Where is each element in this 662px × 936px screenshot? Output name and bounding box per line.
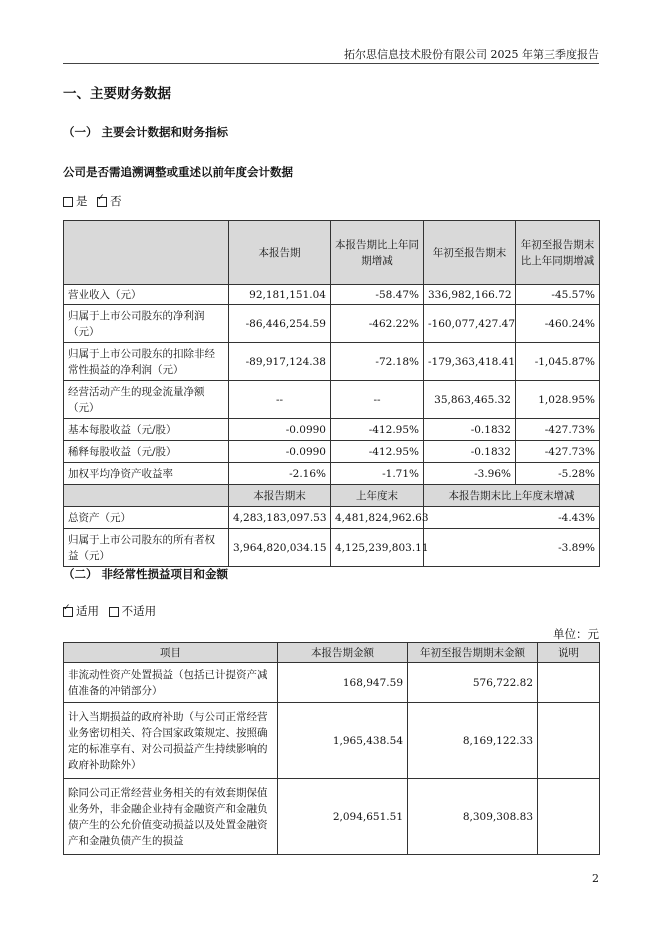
cell-value: 35,863,465.32 xyxy=(424,381,516,419)
cell-value: 336,982,166.72 xyxy=(424,285,516,305)
cell-value: -1.71% xyxy=(331,463,424,485)
cell-value: 4,481,824,962.63 xyxy=(331,507,424,529)
item-description: 除同公司正常经营业务相关的有效套期保值业务外，非金融企业持有金融资产和金融负债产生的公允价值变动损益以及处置金融资产和金融负债产生的损益 xyxy=(64,779,278,855)
section-title: 一、主要财务数据 xyxy=(63,86,171,102)
row-label: 加权平均净资产收益率 xyxy=(64,463,229,485)
row-label: 稀释每股收益（元/股） xyxy=(64,441,229,463)
table-row xyxy=(64,285,600,305)
header-cell: 说明 xyxy=(538,643,600,663)
cell-value: -0.0990 xyxy=(229,441,331,463)
header-cell: 本报告期金额 xyxy=(278,643,408,663)
cell-value: -462.22% xyxy=(331,305,424,343)
row-label: 归属于上市公司股东的净利润（元） xyxy=(64,305,229,343)
cell-value: 8,309,308.83 xyxy=(408,779,538,855)
cell-value: 2,094,651.51 xyxy=(278,779,408,855)
subsection-title-1: （一） 主要会计数据和财务指标 xyxy=(63,125,229,139)
cell-value: -160,077,427.47 xyxy=(424,305,516,343)
non-recurring-items-table xyxy=(63,642,600,855)
applicability-options xyxy=(63,603,156,619)
table-row xyxy=(64,507,600,529)
subheader-cell: 本报告期末比上年度末增减 xyxy=(424,485,600,507)
cell-value: -1,045.87% xyxy=(516,343,600,381)
header-cell: 年初至报告期末 xyxy=(424,221,516,285)
option-no-label: 否 xyxy=(110,194,122,208)
header-cell: 项目 xyxy=(64,643,278,663)
cell-value: -412.95% xyxy=(331,441,424,463)
subheader-cell: 上年度末 xyxy=(331,485,424,507)
restatement-options xyxy=(63,193,122,209)
table-header-row xyxy=(64,221,600,285)
unit-label: 单位：元 xyxy=(553,627,599,641)
table-row xyxy=(64,703,600,779)
cell-value: 8,169,122.33 xyxy=(408,703,538,779)
cell-value: -58.47% xyxy=(331,285,424,305)
row-label: 基本每股收益（元/股） xyxy=(64,419,229,441)
cell-value: 4,283,183,097.53 xyxy=(229,507,331,529)
cell-value: -72.18% xyxy=(331,343,424,381)
financial-data-table xyxy=(63,220,600,567)
option-applicable-label: 适用 xyxy=(76,604,99,618)
cell-value: -- xyxy=(229,381,331,419)
option-not-applicable-label: 不适用 xyxy=(121,604,157,618)
cell-value: -2.16% xyxy=(229,463,331,485)
header-cell: 本报告期比上年同期增减 xyxy=(331,221,424,285)
header-cell: 本报告期 xyxy=(229,221,331,285)
header-cell xyxy=(64,221,229,285)
page-number: 2 xyxy=(592,872,599,885)
item-description: 计入当期损益的政府补助（与公司正常经营业务密切相关、符合国家政策规定、按照确定的标准享有、对公司损益产生持续影响的政府补助除外） xyxy=(64,703,278,779)
item-description: 非流动性资产处置损益（包括已计提资产减值准备的冲销部分） xyxy=(64,663,278,703)
checkbox-not-applicable[interactable] xyxy=(109,607,119,617)
cell-value: 168,947.59 xyxy=(278,663,408,703)
header-cell: 年初至报告期末比上年同期增减 xyxy=(516,221,600,285)
row-label: 归属于上市公司股东的所有者权益（元） xyxy=(64,529,229,567)
cell-value: -89,917,124.38 xyxy=(229,343,331,381)
row-label: 经营活动产生的现金流量净额（元） xyxy=(64,381,229,419)
checkbox-yes[interactable] xyxy=(63,197,73,207)
subheader-blank xyxy=(64,485,229,507)
restatement-question: 公司是否需追溯调整或重述以前年度会计数据 xyxy=(63,165,293,179)
table-row xyxy=(64,343,600,381)
row-label: 归属于上市公司股东的扣除非经常性损益的净利润（元） xyxy=(64,343,229,381)
table-subheader-row xyxy=(64,485,600,507)
cell-value: -45.57% xyxy=(516,285,600,305)
table-row xyxy=(64,419,600,441)
table-row xyxy=(64,663,600,703)
cell-value: -179,363,418.41 xyxy=(424,343,516,381)
header-divider xyxy=(63,63,599,64)
option-yes-label: 是 xyxy=(76,194,88,208)
cell-value: -86,446,254.59 xyxy=(229,305,331,343)
cell-value: -0.1832 xyxy=(424,419,516,441)
cell-note xyxy=(538,703,600,779)
table-row xyxy=(64,779,600,855)
cell-value: -427.73% xyxy=(516,419,600,441)
cell-value: -4.43% xyxy=(424,507,600,529)
cell-value: 92,181,151.04 xyxy=(229,285,331,305)
table-row xyxy=(64,381,600,419)
cell-value: -0.1832 xyxy=(424,441,516,463)
cell-value: -3.96% xyxy=(424,463,516,485)
cell-note xyxy=(538,663,600,703)
checkbox-no-checked[interactable] xyxy=(97,197,107,207)
cell-value: -- xyxy=(331,381,424,419)
subheader-cell: 本报告期末 xyxy=(229,485,331,507)
cell-value: 1,965,438.54 xyxy=(278,703,408,779)
table-row xyxy=(64,441,600,463)
row-label: 营业收入（元） xyxy=(64,285,229,305)
table-row xyxy=(64,305,600,343)
cell-value: 1,028.95% xyxy=(516,381,600,419)
cell-note xyxy=(538,779,600,855)
cell-value: -3.89% xyxy=(424,529,600,567)
cell-value: 3,964,820,034.15 xyxy=(229,529,331,567)
cell-value: 4,125,239,803.11 xyxy=(331,529,424,567)
cell-value: -5.28% xyxy=(516,463,600,485)
table-row xyxy=(64,529,600,567)
table-row xyxy=(64,463,600,485)
subsection-title-2: （二） 非经常性损益项目和金额 xyxy=(63,567,229,581)
cell-value: -412.95% xyxy=(331,419,424,441)
checkbox-applicable-checked[interactable] xyxy=(63,607,73,617)
report-header: 拓尔思信息技术股份有限公司 2025 年第三季度报告 xyxy=(344,48,599,61)
header-cell: 年初至报告期期末金额 xyxy=(408,643,538,663)
cell-value: 576,722.82 xyxy=(408,663,538,703)
cell-value: -0.0990 xyxy=(229,419,331,441)
cell-value: -460.24% xyxy=(516,305,600,343)
cell-value: -427.73% xyxy=(516,441,600,463)
row-label: 总资产（元） xyxy=(64,507,229,529)
table-header-row xyxy=(64,643,600,663)
